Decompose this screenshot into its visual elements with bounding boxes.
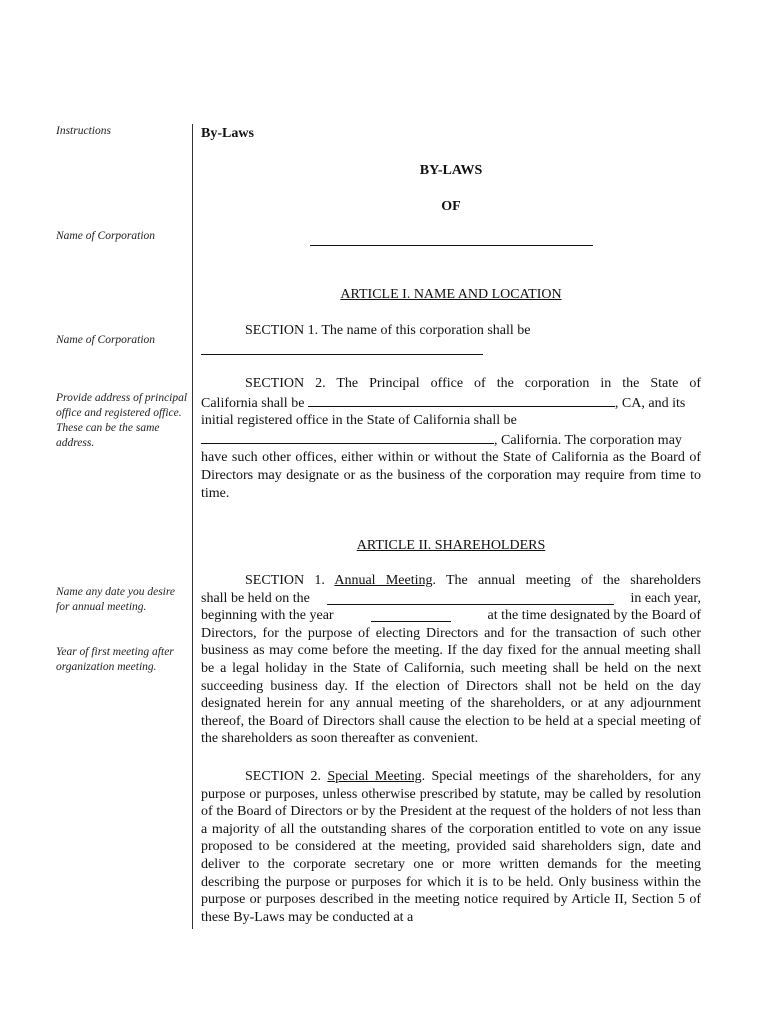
document-header: By-Laws xyxy=(201,126,254,141)
margin-note-annual-date: Name any date you desire for annual meeting. xyxy=(56,586,176,613)
first-meeting-year-blank[interactable] xyxy=(371,608,451,622)
margin-note-address: Provide address of principal office and registered office. These can be the same address. xyxy=(56,392,188,449)
a2s2-line-1a: SECTION 2. xyxy=(245,769,328,784)
a2s1-line-2a: shall be held on the xyxy=(201,590,310,606)
a2s1-line-1 xyxy=(201,572,701,590)
a2s1-line-2 xyxy=(201,590,701,608)
a1s2-line-2b: , CA, and its xyxy=(614,395,686,411)
a1s2-line-1: SECTION 2. The Principal office of the corporation in the State of xyxy=(245,376,701,391)
article-1-section-1-blank-container xyxy=(201,341,701,361)
a2s1-line-3b: at the time designated by the Board of xyxy=(487,608,701,624)
article-2-heading-text: ARTICLE II. SHAREHOLDERS xyxy=(356,538,546,553)
margin-note-name-of-corporation: Name of Corporation xyxy=(56,230,156,242)
a2s1-line-1b: . The annual meeting of the shareholders xyxy=(432,573,701,588)
a2s2-text xyxy=(201,768,701,926)
principal-office-blank[interactable] xyxy=(308,393,615,407)
a2s2-title: Special Meeting xyxy=(327,769,422,784)
document-title-of: OF xyxy=(441,199,461,214)
margin-note-name-of-corporation-2: Name of Corporation xyxy=(56,334,156,346)
margin-note-first-year: Year of first meeting after organization meeting. xyxy=(56,646,174,673)
margin-note-instructions: Instructions xyxy=(56,125,111,137)
a2s1-rest: Directors, for the purpose of electing Directors and for the transaction of such other business as may come before the meeting. If the day fixed for the annual meeting shall be a legal holiday in the State of California, such meeting shall be held on the next succeeding business day. If the election of Directors shall not be held on the day designated herein for any annual meeting of the shareholders, or at any adjournment thereof, the Board of Directors shall cause the election to be held at a special meeting of the shareholders as soon thereafter as convenient. xyxy=(201,625,701,747)
corporation-name-blank[interactable] xyxy=(310,232,593,246)
a1s2-line-3: initial registered office in the State of California shall be xyxy=(201,413,517,429)
a1s2-line-4 xyxy=(201,430,701,450)
a2s1-line-2b: in each year, xyxy=(630,590,701,606)
a2s1-line-1a: SECTION 1. xyxy=(245,573,335,588)
article-2-section-1 xyxy=(201,572,701,748)
corporation-name-blank-2[interactable] xyxy=(201,341,483,355)
article-2-section-2 xyxy=(201,768,701,926)
document-title: BY-LAWS xyxy=(419,163,483,178)
annual-meeting-date-blank[interactable] xyxy=(327,591,614,605)
a1s2-line-2 xyxy=(201,393,701,413)
a1s2-line-2a: California shall be xyxy=(201,395,305,411)
corporation-name-blank-container xyxy=(201,232,701,252)
a1s2-rest: have such other offices, either within or without the State of California as the Board of Directors may designate or as the business of the corporation may require from time to time. xyxy=(201,450,701,501)
margin-divider xyxy=(192,124,193,929)
article-1-heading-text: ARTICLE I. NAME AND LOCATION xyxy=(340,287,562,302)
article-1-section-2 xyxy=(201,375,701,502)
article-1-section-1: SECTION 1. The name of this corporation shall be xyxy=(245,323,531,338)
a2s2-rest: . Special meetings of the shareholders, for any purpose or purposes, unless otherwise prescribed by statute, may be called by resolution of the Board of Directors or by the President at the request of the holders of not less than a majority of all the outstanding shares of the corporation entitled to vote on any issue proposed to be considered at the meeting, provided said shareholders sign, date and deliver to the corporate secretary one or more written demands for the meeting describing the purpose or purposes for which it is to be held. Only business within the purpose or purposes described in the meeting notice required by Article II, Section 5 of these By-Laws may be conducted at a xyxy=(201,769,701,925)
article-1-heading xyxy=(201,286,701,304)
article-2-heading xyxy=(201,537,701,555)
a2s1-line-3 xyxy=(201,607,701,625)
a2s1-line-3a: beginning with the year xyxy=(201,608,334,624)
a1s2-line-4b: , California. The corporation may xyxy=(494,432,682,448)
registered-office-blank[interactable] xyxy=(201,430,494,444)
a2s1-title: Annual Meeting xyxy=(334,573,433,588)
